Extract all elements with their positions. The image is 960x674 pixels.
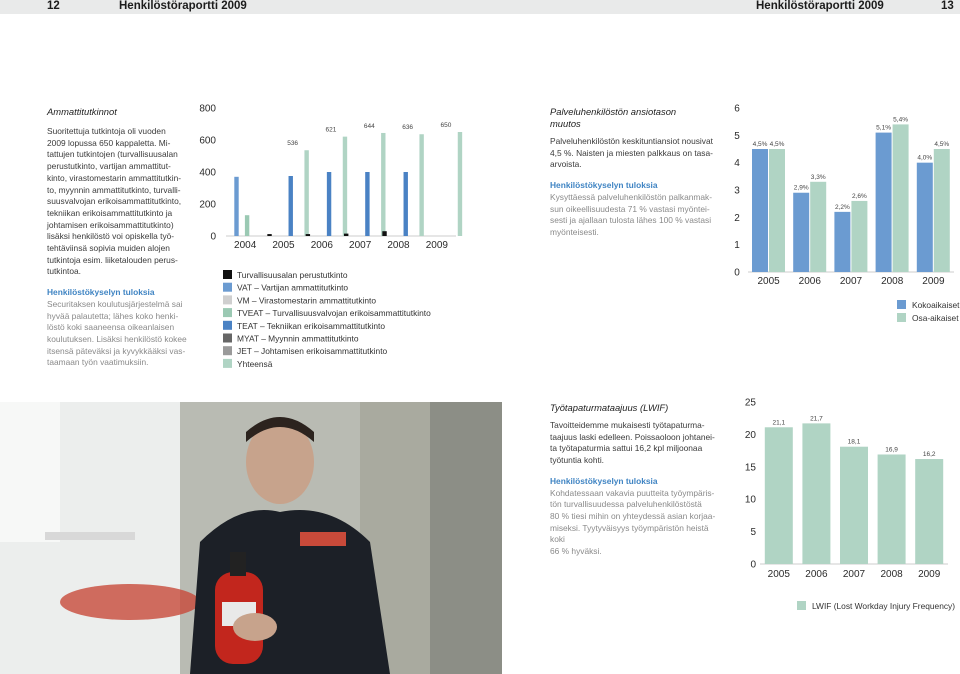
data-label: 18,1 [847,438,861,446]
y-tick-label: 200 [199,199,216,211]
data-label: 621 [325,126,337,134]
x-tick-label: 2006 [805,569,828,580]
ammatti-section [47,106,197,369]
body-line: löstö koki saaneensa oikeanlaisen [47,322,175,333]
body-line: 4,5 %. Naisten ja miesten palkkaus on tasa- [550,147,713,158]
x-tick-label: 2005 [272,240,295,251]
data-label: 650 [440,122,452,129]
body-line: Securitaksen koulutusjärjestelmä sai [47,298,183,309]
legend-swatch [223,334,232,343]
y-tick-label: 15 [744,462,756,474]
body-line: tutkintoja esim. liiketalouden perus- [47,254,178,265]
body-line: johtamisen erikoisammattitutkinto) [47,219,174,230]
body-line: työtuntia kohti. [550,455,605,466]
body-line: sesti ja ajallaan tulosta lähes 100 % vastasi [550,215,712,226]
bar [382,231,386,236]
data-label: 636 [402,124,414,132]
body-line: 66 % hyväksi. [550,546,602,557]
body-line: tattujen tutkintojen (turvallisuusalan [47,149,178,160]
legend-swatch [223,283,232,292]
bar [769,149,785,272]
body-line: koulutuksen. Lisäksi henkilöstö kokee [47,333,187,344]
bar [915,459,943,564]
x-tick-label: 2008 [881,276,904,287]
tyotapaturma-survey-body [550,488,725,558]
y-tick-label: 6 [734,103,740,115]
bar [306,234,310,236]
tyotapaturma-survey-heading: Henkilöstökyselyn tuloksia [550,475,658,486]
y-tick-label: 5 [734,130,740,142]
data-label: 21,1 [772,419,786,427]
y-tick-label: 10 [744,494,756,506]
legend-swatch [897,313,906,322]
legend-label: TVEAT – Turvallisuusvalvojan erikoisammattitutkinto [237,308,431,319]
legend-label: Kokoaikaiset [912,300,960,310]
y-tick-label: 4 [734,158,740,170]
x-tick-label: 2006 [310,240,333,251]
body-line: Kysyttäessä palveluhenkilöstön palkanmak- [550,191,713,202]
x-tick-label: 2009 [425,240,448,251]
tyotapaturma-heading: Työtapaturmataajuus (LWIF) [550,402,669,413]
legend-label: LWIF (Lost Workday Injury Frequency) [812,601,956,611]
bar [765,427,793,564]
y-tick-label: 5 [750,527,756,539]
y-tick-label: 800 [199,103,216,115]
header-title-right: Henkilöstöraportti 2009 [756,0,884,12]
x-tick-label: 2007 [842,569,866,580]
body-line: suusvalvojan erikoisammattitutkinto, [47,196,182,207]
legend-label: JET – Johtamisen erikoisammattitutkinto [237,346,388,357]
x-tick-label: 2007 [839,276,863,287]
body-line: itsensä päteväksi ja kyvykkääksi vas- [47,345,186,356]
data-label: 3,3% [810,173,826,181]
data-label: 2,6% [851,192,867,200]
y-tick-label: 0 [734,267,740,279]
body-line: myönteisesti. [550,226,599,237]
bar [419,134,423,236]
x-tick-label: 2005 [757,276,780,287]
bar [802,423,830,564]
data-label: 16,2 [922,451,936,459]
bar [343,137,347,236]
ammatti-body [47,126,197,278]
bar [365,172,369,236]
body-line: taajuus laski edelleen. Poissaoloon johtanei- [550,431,715,442]
body-line: tehtäviinsä sopivia muiden alojen [47,243,170,254]
palkka-survey-heading: Henkilöstökyselyn tuloksia [550,180,658,191]
legend-label: Osa-aikaiset [912,313,959,323]
x-tick-label: 2006 [798,276,821,287]
ammatti-survey-heading: Henkilöstökyselyn tuloksia [47,287,155,298]
bar [327,172,331,236]
bar [834,212,850,272]
body-line: 2009 lopussa 650 kappaletta. Mi- [47,137,171,148]
data-label: 2,9% [793,184,809,192]
x-tick-label: 2007 [349,240,372,251]
body-line: perustutkinto, vartijan ammattitut- [47,161,171,172]
body-line: tön turvallisuudessa palveluhenkilöstöstä [550,499,702,510]
page-number-right: 13 [941,0,954,12]
x-tick-label: 2009 [918,569,941,580]
y-tick-label: 20 [744,429,756,441]
bar [267,234,271,236]
data-label: 2,2% [834,203,850,211]
legend-label: VAT – Vartijan ammattitutkinto [237,282,349,293]
palkka-heading-line2: muutos [550,118,581,129]
ammatti-heading: Ammattitutkinnot [47,106,117,117]
data-label: 4,5% [769,141,785,148]
body-line: sun oikeellisuudesta 71 % vastasi myöntei- [550,203,710,214]
y-tick-label: 2 [734,212,740,224]
header-title-left: Henkilöstöraportti 2009 [119,0,247,12]
bar [840,447,868,564]
x-tick-label: 2004 [234,240,257,251]
data-label: 644 [363,122,375,130]
ammatti-survey-body [47,299,197,369]
page-number-left: 12 [47,0,60,12]
data-label: 4,5% [934,141,950,148]
y-tick-label: 25 [744,397,756,409]
x-tick-label: 2009 [922,276,945,287]
data-label: 536 [287,140,299,148]
bar [458,132,462,236]
body-line: arvoista. [550,159,582,170]
body-line: tutkintoa. [47,266,81,277]
body-line: Palveluhenkilöstön keskituntiansiot nousivat [550,136,713,146]
data-label: 4,0% [917,154,933,162]
bar [404,172,408,236]
body-line: Suoritettuja tutkintoja oli vuoden [47,126,166,136]
bar [793,193,809,272]
bar [304,150,308,236]
data-label: 5,4% [893,116,909,124]
legend-swatch [223,308,232,317]
y-tick-label: 1 [734,240,740,252]
legend-swatch [223,346,232,355]
legend-swatch [797,601,806,610]
x-tick-label: 2005 [767,569,790,580]
palkka-heading [550,106,725,130]
palkka-body [550,136,725,171]
y-tick-label: 0 [750,559,756,571]
wage-change-chart [726,98,960,330]
tyotapaturma-body [550,420,725,467]
bar [810,182,826,272]
x-tick-label: 2008 [880,569,903,580]
bar [878,454,906,564]
body-line: kinto, virastomestarin ammattitutkin- [47,172,182,183]
y-tick-label: 400 [199,167,216,179]
y-tick-label: 3 [734,185,740,197]
y-tick-label: 600 [199,135,216,147]
bar [344,234,348,236]
palkka-survey-body [550,192,725,239]
bar [917,163,933,272]
legend-label: VM – Virastomestarin ammattitutkinto [237,295,377,306]
legend-swatch [223,270,232,279]
body-line: 80 % tiesi mihin on yhteydessä asian korjaa- [550,510,716,521]
data-label: 21,7 [810,415,823,423]
body-line: Kohdatessaan vakavia puutteita työympäris- [550,487,715,498]
body-line: ta työtapaturmia sattui 16,2 kpl miljoonaa [550,443,703,454]
legend-label: Turvallisuusalan perustutkinto [237,270,348,280]
legend-swatch [223,321,232,330]
data-label: 4,5% [752,141,768,148]
body-line: tekniikan erikoisammattitutkinto ja [47,207,173,218]
legend-label: TEAT – Tekniikan erikoisammattitutkinto [237,320,386,331]
body-line: lisäksi henkilöstö voi opiskella työ- [47,231,175,242]
legend-label: MYAT – Myynnin ammattitutkinto [237,333,359,344]
data-label: 16,9 [885,446,898,454]
bar [893,124,909,272]
legend-label: Yhteensä [237,358,273,369]
x-tick-label: 2008 [387,240,410,251]
body-line: miseksi. Tyytyväisyys työympäristön heistä koki [550,522,709,545]
data-label: 5,1% [876,124,892,132]
legend-swatch [223,359,232,368]
guard-with-extinguisher-photo [0,402,502,674]
tyotapaturma-section [550,402,725,558]
bar [934,149,950,272]
body-line: taamaan työn vaatimuksiin. [47,357,149,368]
bar [381,133,385,236]
body-line: hyvää palautetta; lähes koko henki- [47,310,179,321]
body-line: Tavoitteidemme mukaisesti työtapaturma- [550,420,705,430]
qualifications-chart [196,98,466,378]
lwif-chart [736,394,960,618]
bar [851,201,867,272]
palkka-heading-line1: Palveluhenkilöstön ansiotason [550,106,677,117]
palkka-section [550,106,725,239]
body-line: to, myynnin ammattitutkinto, turvalli- [47,184,181,195]
bar [234,177,238,236]
bar [752,149,768,272]
legend-swatch [223,295,232,304]
bar [876,133,892,272]
y-tick-label: 0 [210,231,216,243]
bar [289,176,293,236]
legend-swatch [897,300,906,309]
bar [245,215,249,236]
